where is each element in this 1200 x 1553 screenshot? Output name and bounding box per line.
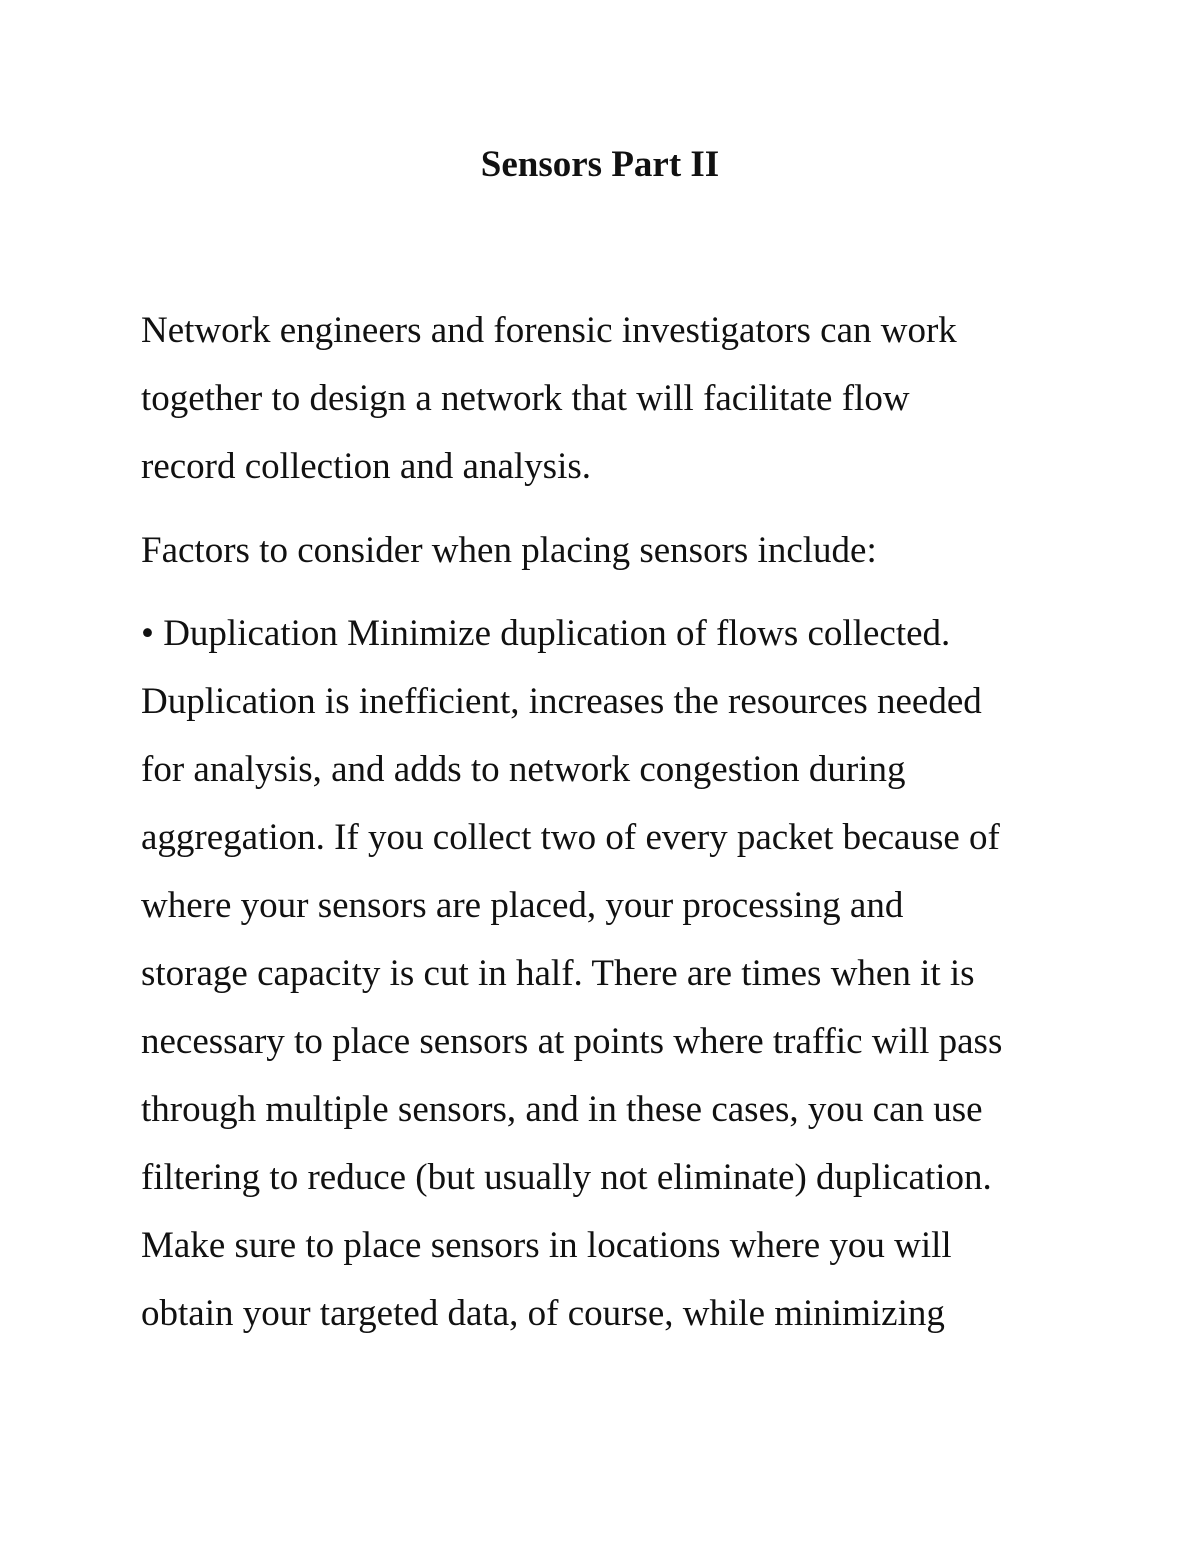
duplication-line: through multiple sensors, and in these cases, you can use <box>141 1089 983 1130</box>
duplication-line: • Duplication Minimize duplication of flows collected. <box>141 613 951 654</box>
duplication-line: Make sure to place sensors in locations where you will <box>141 1225 952 1266</box>
intro-line: together to design a network that will facilitate flow <box>141 378 910 419</box>
intro-paragraph <box>141 297 1101 501</box>
factors-heading <box>141 517 1101 585</box>
duplication-line: necessary to place sensors at points where traffic will pass <box>141 1021 1003 1062</box>
duplication-line: Duplication is inefficient, increases the resources needed <box>141 681 982 722</box>
factors-line: Factors to consider when placing sensors include: <box>141 530 877 571</box>
duplication-line: aggregation. If you collect two of every packet because of <box>141 817 1000 858</box>
duplication-line: filtering to reduce (but usually not eliminate) duplication. <box>141 1157 992 1198</box>
intro-line: record collection and analysis. <box>141 446 591 487</box>
page-title: Sensors Part II <box>480 144 720 185</box>
duplication-bullet-paragraph <box>141 600 1101 1348</box>
duplication-line: obtain your targeted data, of course, while minimizing <box>141 1293 945 1334</box>
duplication-line: where your sensors are placed, your processing and <box>141 885 904 926</box>
duplication-line: for analysis, and adds to network congestion during <box>141 749 906 790</box>
duplication-line: storage capacity is cut in half. There are times when it is <box>141 953 975 994</box>
intro-line: Network engineers and forensic investigators can work <box>141 310 957 351</box>
